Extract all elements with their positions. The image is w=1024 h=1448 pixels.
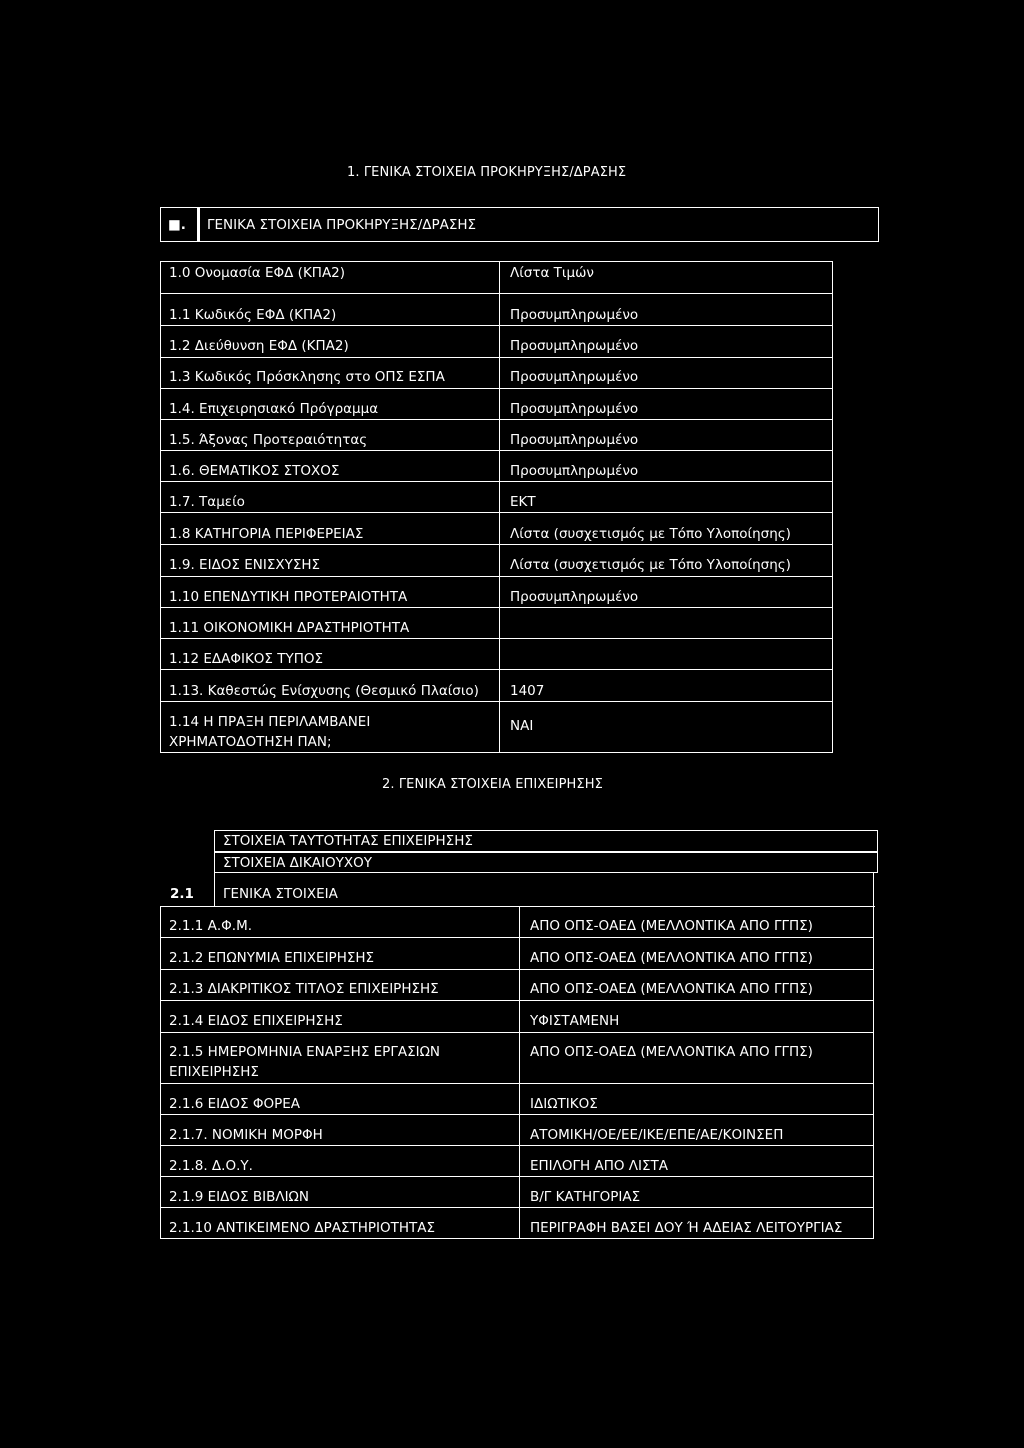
s1-header-label: ΓΕΝΙΚΑ ΣΤΟΙΧΕΙΑ ΠΡΟΚΗΡΥΞΗΣ/ΔΡΑΣΗΣ	[207, 217, 477, 233]
s2-header-bottom-border	[214, 872, 878, 873]
t1-hline	[160, 481, 833, 482]
t1-hline	[160, 669, 833, 670]
t2-row-value: ΑΠΟ ΟΠΣ-ΟΑΕΔ (ΜΕΛΛΟΝΤΙΚΑ ΑΠΟ ΓΓΠΣ)	[530, 981, 813, 997]
t2-row-value: ΙΔΙΩΤΙΚΟΣ	[530, 1096, 598, 1112]
t2-row-label-line2: ΕΠΙΧΕΙΡΗΣΗΣ	[169, 1064, 259, 1080]
t2-bottom-border	[160, 1238, 874, 1239]
t2-hline	[160, 1032, 874, 1033]
s2-sub-number: 2.1	[170, 886, 194, 902]
t2-col-divider	[519, 906, 520, 1239]
t1-row-value: Λίστα (συσχετισμός με Τόπο Υλοποίησης)	[510, 557, 791, 573]
t1-bottom-border	[160, 752, 833, 753]
t2-row-label: 2.1.4 ΕΙΔΟΣ ΕΠΙΧΕΙΡΗΣΗΣ	[169, 1013, 343, 1029]
t1-row-value: ΝΑΙ	[510, 718, 534, 734]
t2-row-value: ΑΤΟΜΙΚΗ/ΟΕ/ΕΕ/ΙΚΕ/ΕΠΕ/ΑΕ/ΚΟΙΝΣΕΠ	[530, 1127, 784, 1143]
t2-row-label: 2.1.1 Α.Φ.Μ.	[169, 918, 253, 934]
t1-hline	[160, 544, 833, 545]
t2-row-label: 2.1.3 ΔΙΑΚΡΙΤΙΚΟΣ ΤΙΤΛΟΣ ΕΠΙΧΕΙΡΗΣΗΣ	[169, 981, 439, 997]
t1-hline	[160, 388, 833, 389]
t2-row-label: 2.1.8. Δ.Ο.Υ.	[169, 1158, 253, 1174]
t1-hline	[160, 638, 833, 639]
t1-row-value: Λίστα (συσχετισμός με Τόπο Υλοποίησης)	[510, 526, 791, 542]
t2-row-value: ΑΠΟ ΟΠΣ-ΟΑΕΔ (ΜΕΛΛΟΝΤΙΚΑ ΑΠΟ ΓΓΠΣ)	[530, 950, 813, 966]
s1-header-top-border	[160, 207, 879, 208]
t1-row-label: 1.8 ΚΑΤΗΓΟΡΙΑ ΠΕΡΙΦΕΡΕΙΑΣ	[169, 526, 364, 542]
t2-row-value: ΕΠΙΛΟΓΗ ΑΠΟ ΛΙΣΤΑ	[530, 1158, 669, 1174]
t2-row-label: 2.1.2 ΕΠΩΝΥΜΙΑ ΕΠΙΧΕΙΡΗΣΗΣ	[169, 950, 375, 966]
t1-hline	[160, 419, 833, 420]
t1-hline	[160, 512, 833, 513]
t1-right-border	[832, 261, 833, 753]
section2-title: 2. ΓΕΝΙΚΑ ΣΤΟΙΧΕΙΑ ΕΠΙΧΕΙΡΗΣΗΣ	[382, 777, 603, 792]
t1-row-value: Προσυμπληρωμένο	[510, 369, 639, 385]
s2-header-mid-border	[214, 851, 878, 853]
t2-row-value: ΑΠΟ ΟΠΣ-ΟΑΕΔ (ΜΕΛΛΟΝΤΙΚΑ ΑΠΟ ΓΓΠΣ)	[530, 1044, 813, 1060]
t1-row-label: 1.11 ΟΙΚΟΝΟΜΙΚΗ ΔΡΑΣΤΗΡΙΟΤΗΤΑ	[169, 620, 410, 636]
t1-hline	[160, 576, 833, 577]
t1-row-label: 1.10 ΕΠΕΝΔΥΤΙΚΗ ΠΡΟΤΕΡΑΙΟΤΗΤΑ	[169, 589, 408, 605]
t1-row-value: Προσυμπληρωμένο	[510, 463, 639, 479]
t2-row-value: ΑΠΟ ΟΠΣ-ΟΑΕΔ (ΜΕΛΛΟΝΤΙΚΑ ΑΠΟ ΓΓΠΣ)	[530, 918, 813, 934]
t2-row-label: 2.1.7. ΝΟΜΙΚΗ ΜΟΡΦΗ	[169, 1127, 323, 1143]
section1-title: 1. ΓΕΝΙΚΑ ΣΤΟΙΧΕΙΑ ΠΡΟΚΗΡΥΞΗΣ/ΔΡΑΣΗΣ	[347, 165, 627, 180]
t1-row-label: 1.1 Κωδικός ΕΦΔ (ΚΠΑ2)	[169, 307, 337, 323]
t1-row-value: Προσυμπληρωμένο	[510, 307, 639, 323]
t2-hline	[160, 1114, 874, 1115]
t2-hline	[160, 1176, 874, 1177]
t2-top-border	[160, 906, 875, 907]
t2-row-label-line1: 2.1.5 ΗΜΕΡΟΜΗΝΙΑ ΕΝΑΡΞΗΣ ΕΡΓΑΣΙΩΝ	[169, 1044, 441, 1060]
t2-row-label: 2.1.9 ΕΙΔΟΣ ΒΙΒΛΙΩΝ	[169, 1189, 309, 1205]
t1-row-label: 1.13. Καθεστώς Ενίσχυσης (Θεσμικό Πλαίσιο)	[169, 683, 479, 699]
t2-row-label: 2.1.6 ΕΙΔΟΣ ΦΟΡΕΑ	[169, 1096, 300, 1112]
s1-header-marker: ■.	[168, 217, 186, 233]
t2-right-border	[873, 906, 874, 1239]
t1-row-value: Προσυμπληρωμένο	[510, 401, 639, 417]
t2-hline	[160, 1000, 874, 1001]
t1-row-value: 1407	[510, 683, 545, 699]
t1-row-label-line2: ΧΡΗΜΑΤΟΔΟΤΗΣΗ ΠΑΝ;	[169, 734, 332, 750]
s2-header-top-border	[214, 830, 878, 831]
t2-row-value: Β/Γ ΚΑΤΗΓΟΡΙΑΣ	[530, 1189, 641, 1205]
t1-hline	[160, 325, 833, 326]
s2-header-left-border	[214, 830, 215, 906]
s1-header-divider	[197, 207, 200, 242]
s2-header-right-border	[877, 830, 878, 873]
t2-hline	[160, 1145, 874, 1146]
s2-header-line1: ΣΤΟΙΧΕΙΑ ΤΑΥΤΟΤΗΤΑΣ ΕΠΙΧΕΙΡΗΣΗΣ	[223, 833, 473, 849]
t2-row-value: ΠΕΡΙΓΡΑΦΗ ΒΑΣΕΙ ΔΟΥ Ή ΑΔΕΙΑΣ ΛΕΙΤΟΥΡΓΙΑΣ	[530, 1220, 843, 1236]
t1-hline	[160, 357, 833, 358]
t1-row-label: 1.3 Κωδικός Πρόσκλησης στο ΟΠΣ ΕΣΠΑ	[169, 369, 445, 385]
t2-row-label: 2.1.10 ΑΝΤΙΚΕΙΜΕΝΟ ΔΡΑΣΤΗΡΙΟΤΗΤΑΣ	[169, 1220, 436, 1236]
t1-row-label-line1: 1.14 Η ΠΡΑΞΗ ΠΕΡΙΛΑΜΒΑΝΕΙ	[169, 714, 371, 730]
t2-hline	[160, 969, 874, 970]
t1-row-label: 1.7. Ταμείο	[169, 494, 245, 510]
t1-row-value: Προσυμπληρωμένο	[510, 589, 639, 605]
t2-row-value: ΥΦΙΣΤΑΜΕΝΗ	[530, 1013, 620, 1029]
s2-sub-label: ΓΕΝΙΚΑ ΣΤΟΙΧΕΙΑ	[223, 886, 338, 902]
t1-row-label: 1.4. Επιχειρησιακό Πρόγραμμα	[169, 401, 379, 417]
t1-row-value: ΕΚΤ	[510, 494, 536, 510]
t2-hline	[160, 1083, 874, 1084]
t1-row-label: 1.2 Διεύθυνση ΕΦΔ (ΚΠΑ2)	[169, 338, 349, 354]
t2-hline	[160, 1207, 874, 1208]
t1-row-label: 1.5. Άξονας Προτεραιότητας	[169, 432, 368, 448]
t1-hline	[160, 450, 833, 451]
s1-header-left-border	[160, 207, 161, 242]
s2-sub-right-border	[873, 873, 874, 906]
t1-row-label: 1.6. ΘΕΜΑΤΙΚΟΣ ΣΤΟΧΟΣ	[169, 463, 340, 479]
t1-row-value: Προσυμπληρωμένο	[510, 338, 639, 354]
t1-hline	[160, 261, 833, 262]
t1-hline	[160, 293, 833, 294]
s1-header-bottom-border	[160, 241, 879, 242]
s1-header-right-border	[878, 207, 879, 242]
t1-hline	[160, 607, 833, 608]
t1-hline	[160, 701, 833, 702]
t1-col-divider	[499, 261, 500, 753]
t1-row-label: 1.12 ΕΔΑΦΙΚΟΣ ΤΥΠΟΣ	[169, 651, 324, 667]
s2-header-line2: ΣΤΟΙΧΕΙΑ ΔΙΚΑΙΟΥΧΟΥ	[223, 855, 372, 871]
t1-row-label: 1.9. ΕΙΔΟΣ ΕΝΙΣΧΥΣΗΣ	[169, 557, 321, 573]
t1-row-value: Λίστα Τιμών	[510, 265, 594, 281]
t2-hline	[160, 937, 874, 938]
t1-left-border	[160, 261, 161, 753]
t2-left-border	[160, 906, 161, 1239]
t1-row-value: Προσυμπληρωμένο	[510, 432, 639, 448]
t1-row-label: 1.0 Ονομασία ΕΦΔ (ΚΠΑ2)	[169, 265, 346, 281]
